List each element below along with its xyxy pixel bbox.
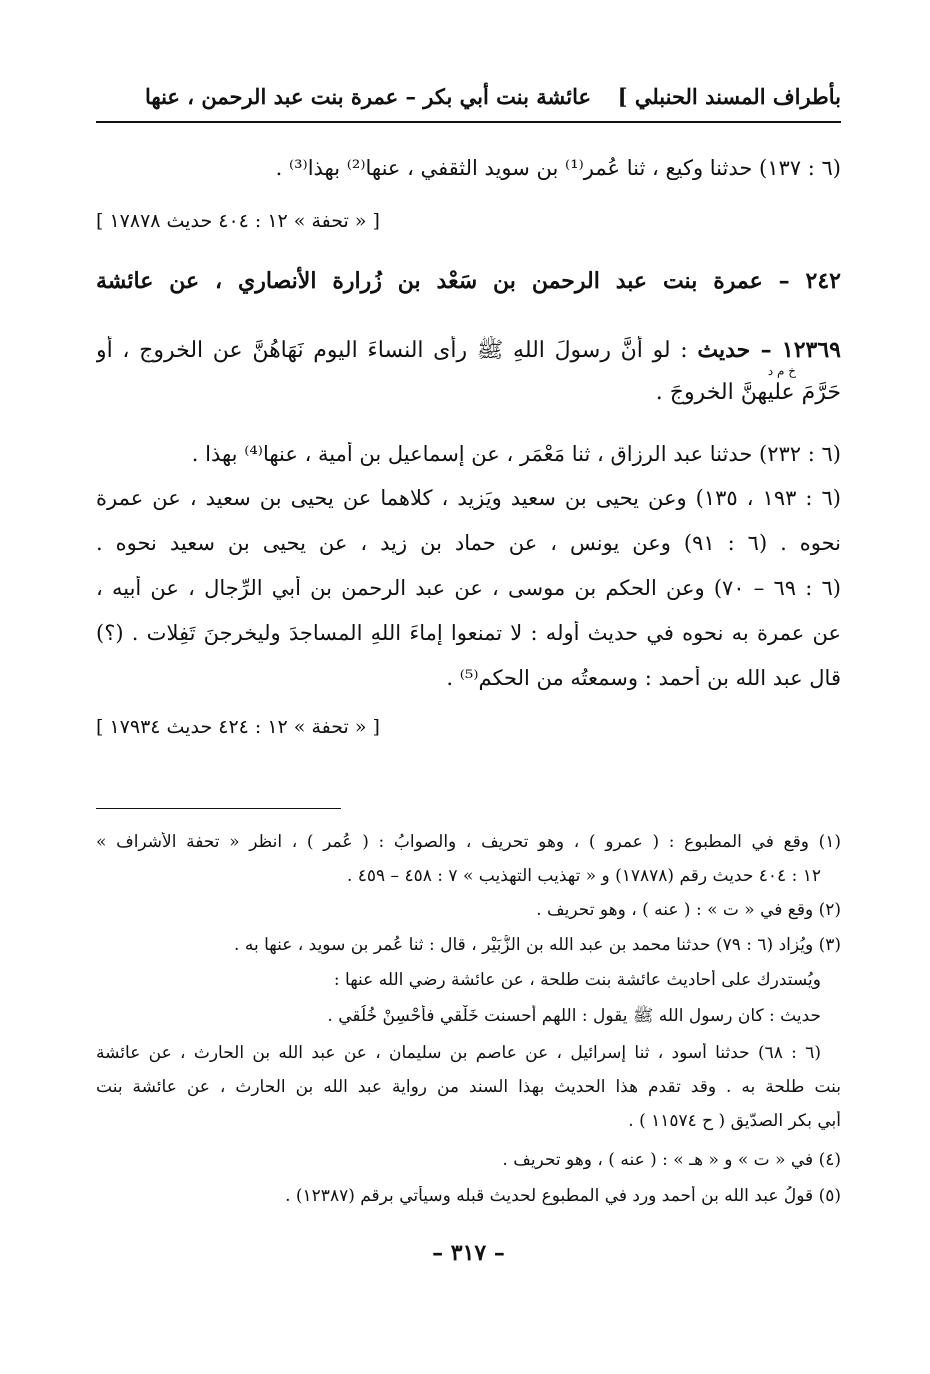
hadith-text-line-1 xyxy=(96,336,841,368)
isnad-line: نحوه . (٦ : ٩١) وعن يونس ، عن حماد بن زيد ، عن يحيى بن سعيد نحوه . xyxy=(96,531,841,555)
running-header-book-title: بأطراف المسند الحنبلي ] xyxy=(617,84,841,109)
running-header xyxy=(96,84,841,120)
isnad-line: (٦ : ٢٣٢) حدثنا عبد الرزاق ، ثنا مَعْمَر ، عن إسماعيل بن أمية ، عنها⁽⁴⁾ بهذا . xyxy=(191,442,841,466)
isnad-line: (٦ : ١٩٣ ، ١٣٥) وعن يحيى بن سعيد ويَزيد ، كلاهما عن يحيى بن سعيد ، عن عمرة xyxy=(96,486,841,510)
footnote-line: (٤) في « ت » و « هـ » : ( عنه ) ، وهو تحريف . xyxy=(502,1150,841,1170)
isnad-line: عن عمرة به نحوه في حديث أوله : لا تمنعوا إماءَ اللهِ المساجدَ وليخرجنَ تَفِلات . (؟) xyxy=(96,621,841,645)
section-heading: ٢٤٢ – عمرة بنت عبد الرحمن بن سَعْد بن زُرارة الأنصاري ، عن عائشة xyxy=(96,268,841,294)
footnote-line: ويُستدرك على أحاديث عائشة بنت طلحة ، عن عائشة رضي الله عنها : xyxy=(333,970,821,990)
footnote-line: بنت طلحة به . وقد تقدم هذا الحديث بهذا السند من رواية عبد الله بن الحارث ، عن عائشة بنت xyxy=(96,1077,841,1097)
isnad-line-top: (٦ : ١٣٧) حدثنا وكيع ، ثنا عُمر⁽¹⁾ بن سويد الثقفي ، عنها⁽²⁾ بهذا⁽³⁾ . xyxy=(275,156,841,180)
footnote-line: أبي بكر الصدّيق ( ح ١١٥٧٤ ) . xyxy=(628,1111,841,1131)
footnote-line: (٢) وقع في « ت » : ( عنه ) ، وهو تحريف . xyxy=(536,900,841,920)
book-page xyxy=(96,0,841,1374)
hadith-text-line-2: حَرَّمَ عليهنَّ الخروجَ . xyxy=(655,380,841,405)
hadith-number: ١٢٣٦٩ – حديث xyxy=(697,337,841,363)
page-number: – ٣١٧ – xyxy=(432,1240,505,1266)
footnote-line: (٥) قولُ عبد الله بن أحمد ورد في المطبوع لحديث قبله وسيأتي برقم (١٢٣٨٧) . xyxy=(285,1186,841,1206)
isnad-line: (٦ : ٦٩ – ٧٠) وعن الحكم بن موسى ، عن عبد الرحمن بن أبي الرِّجال ، عن أبيه ، xyxy=(96,576,841,600)
footnote-rule xyxy=(96,808,341,809)
footnote-line: حديث : كان رسول الله ﷺ يقول : اللهم أحسنت خَلْقي فأَحْسِنْ خُلُقي . xyxy=(327,1006,821,1026)
isnad-line: قال عبد الله بن أحمد : وسمعتُه من الحكم⁽⁵⁾ . xyxy=(446,666,841,690)
tuhfa-reference: [ « تحفة » ١٢ : ٤٢٤ حديث ١٧٩٣٤ ] xyxy=(96,716,380,738)
hadith-sigla: خ م د xyxy=(767,364,796,378)
tuhfa-reference-top: [ « تحفة » ١٢ : ٤٠٤ حديث ١٧٨٧٨ ] xyxy=(96,210,380,232)
footnote-line: (٦ : ٦٨) حدثنا أسود ، ثنا إسرائيل ، عن عاصم بن سليمان ، عن عبد الله بن الحارث ، عن عائشة xyxy=(96,1043,821,1063)
hadith-matn-1: : لو أنَّ رسولَ اللهِ ﷺ رأى النساءَ اليوم نَهَاهُنَّ عن الخروج ، أو xyxy=(96,338,688,363)
footnote-line: ١٢ : ٤٠٤ حديث رقم (١٧٨٧٨) و « تهذيب التهذيب » ٧ : ٤٥٨ – ٤٥٩ . xyxy=(346,866,821,886)
footnote-line: (١) وقع في المطبوع : ( عمرو ) ، وهو تحريف ، والصوابُ : ( عُمر ) ، انظر « تحفة الأشراف » xyxy=(96,832,841,852)
header-rule xyxy=(96,121,841,123)
footnote-line: (٣) ويُزاد (٦ : ٧٩) حدثنا محمد بن عبد الله بن الزُّبَيْر ، قال : ثنا عُمر بن سويد ، عنها به . xyxy=(234,935,841,955)
running-header-chapter: عائشة بنت أبي بكر – عمرة بنت عبد الرحمن ، عنها xyxy=(145,84,591,109)
